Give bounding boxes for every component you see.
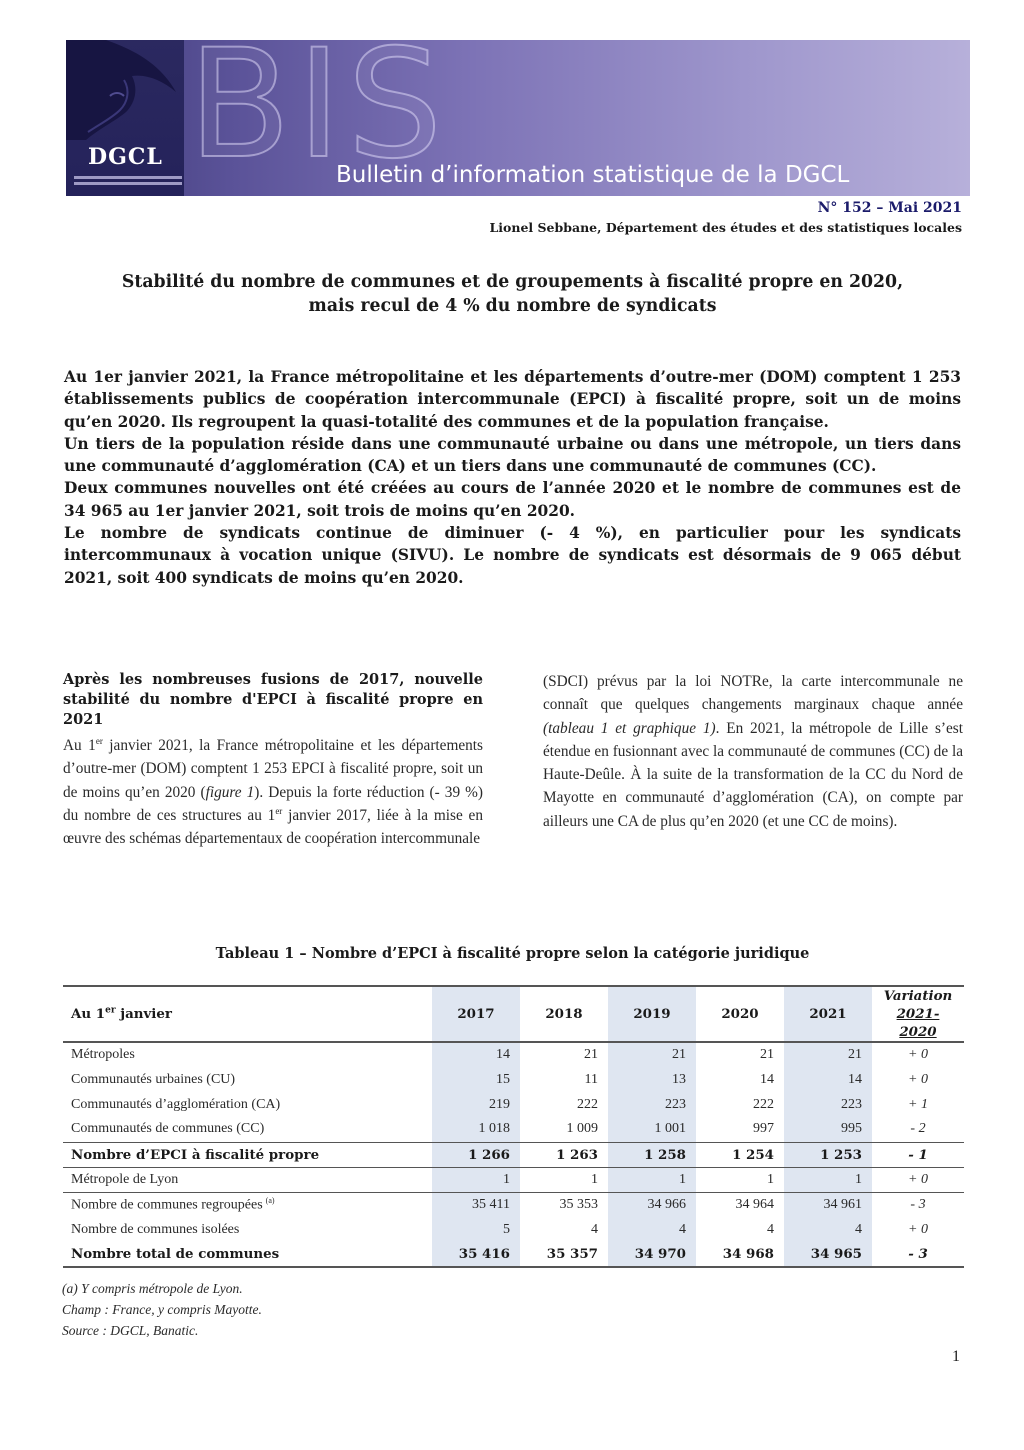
page-title bbox=[66, 270, 959, 318]
table-cell-value: 34 964 bbox=[735, 1196, 774, 1212]
dgcl-logo-subtitle bbox=[74, 174, 184, 188]
table-cell-value: 1 bbox=[696, 1167, 784, 1192]
right-column bbox=[543, 670, 963, 833]
table-row bbox=[63, 1092, 964, 1117]
table-cell-value: 35 353 bbox=[559, 1196, 598, 1212]
table-cell-value: 1 263 bbox=[520, 1142, 608, 1167]
summary-paragraph: Le nombre de syndicats continue de diminuer (- 4 %), en particulier pour les syndicats intercommunaux à vocation unique (SIVU). Le nombre de syndicats est désormais de 9 065 début 2021, soit 400 syndicats de moins qu’en 2020. bbox=[64, 524, 961, 587]
table-cell-value: 4 bbox=[767, 1221, 774, 1237]
table-cell-value: 14 bbox=[784, 1067, 872, 1092]
table-cell-variation: + 0 bbox=[872, 1167, 964, 1192]
row-label: Nombre d’EPCI à fiscalité propre bbox=[63, 1142, 432, 1167]
author-line: Lionel Sebbane, Département des études et des statistiques locales bbox=[489, 220, 962, 235]
column-header-year: 2017 bbox=[432, 986, 520, 1042]
row-label: Communautés urbaines (CU) bbox=[71, 1071, 236, 1087]
table-cell-value: 222 bbox=[577, 1096, 598, 1112]
table-cell-value: 14 bbox=[760, 1071, 774, 1087]
table-caption: Tableau 1 – Nombre d’EPCI à fiscalité propre selon la catégorie juridique bbox=[215, 945, 810, 962]
table-cell-value: 997 bbox=[696, 1117, 784, 1142]
bulletin-banner bbox=[66, 40, 970, 196]
issue-number: N° 152 – Mai 2021 bbox=[817, 200, 962, 216]
table-cell-value: 14 bbox=[432, 1042, 520, 1067]
table-cell-value: 1 001 bbox=[608, 1117, 696, 1142]
table-cell-value: 13 bbox=[608, 1067, 696, 1092]
table-cell-variation: + 0 bbox=[908, 1221, 928, 1237]
column-header-date: Au 1er janvier bbox=[63, 986, 432, 1042]
table-row bbox=[63, 1117, 964, 1142]
row-label: Métropoles bbox=[71, 1047, 135, 1062]
table-cell-variation: + 0 bbox=[908, 1047, 928, 1062]
column-header-year: 2019 bbox=[608, 986, 696, 1042]
table-cell-value: 34 966 bbox=[608, 1192, 696, 1217]
footnote: (a) Y compris métropole de Lyon. bbox=[62, 1281, 243, 1296]
summary-block bbox=[64, 366, 961, 589]
table-row bbox=[63, 1192, 964, 1217]
title-line: mais recul de 4 % du nombre de syndicats bbox=[308, 296, 717, 316]
table-cell-value: 11 bbox=[584, 1071, 598, 1087]
table-header-row bbox=[63, 986, 964, 1042]
row-label: Métropole de Lyon bbox=[63, 1167, 432, 1192]
column-header-year: 2021 bbox=[784, 986, 872, 1042]
column-header-variation: Variation 2021-2020 bbox=[872, 986, 964, 1042]
body-paragraph: (SDCI) prévus par la loi NOTRe, la carte intercommunale ne connaît que quelques changements marginaux chaque année (tableau 1 et graphique 1). En 2021, la métropole de Lille s’est étendue en fusionnant avec la communauté de communes (CC) de la Haute-Deûle. À la suite de la transformation de la CC du Nord de Mayotte en communauté d’agglomération (CA), on compte par ailleurs une CA de plus qu’en 2020 (et une CC de moins). bbox=[543, 673, 964, 830]
row-label: Communautés d’agglomération (CA) bbox=[71, 1096, 281, 1112]
summary-paragraph: Un tiers de la population réside dans une communauté urbaine ou dans une métropole, un tiers dans une communauté d’agglomération (CA) et un tiers dans une communauté de communes (CC). bbox=[64, 434, 961, 476]
table-cell-value: 21 bbox=[760, 1047, 774, 1062]
table-cell-variation: - 2 bbox=[872, 1117, 964, 1142]
summary-paragraph: Au 1er janvier 2021, la France métropolitaine et les départements d’outre-mer (DOM) comptent 1 253 établissements publics de coopération intercommunale (EPCI) à fiscalité propre, soit un de moins qu’en 2020. Ils regroupent la quasi-totalité des communes et de la population française. bbox=[64, 368, 961, 431]
table-row bbox=[63, 1067, 964, 1092]
marianne-emblem-icon bbox=[66, 40, 184, 140]
bis-wordmark: BIS bbox=[188, 40, 449, 192]
epci-table bbox=[63, 985, 964, 1268]
row-label: Nombre de communes isolées bbox=[71, 1221, 240, 1237]
table-cell-variation: - 1 bbox=[872, 1142, 964, 1167]
table-cell-variation: - 3 bbox=[910, 1196, 926, 1212]
figure-reference[interactable]: figure 1 bbox=[205, 783, 255, 801]
table-cell-value: 21 bbox=[784, 1042, 872, 1067]
column-header-year: 2020 bbox=[696, 986, 784, 1042]
table-cell-value: 1 258 bbox=[608, 1142, 696, 1167]
table-cell-value: 1 bbox=[520, 1167, 608, 1192]
table-cell-value: 15 bbox=[432, 1067, 520, 1092]
table-cell-value: 34 970 bbox=[608, 1242, 696, 1267]
table-cell-value: 1 253 bbox=[784, 1142, 872, 1167]
table-cell-value: 35 357 bbox=[520, 1242, 608, 1267]
table-cell-variation: - 3 bbox=[872, 1242, 964, 1267]
table-cell-variation: + 1 bbox=[908, 1096, 928, 1112]
table-cell-value: 34 961 bbox=[784, 1192, 872, 1217]
table-cell-value: 21 bbox=[608, 1042, 696, 1067]
table-cell-value: 35 416 bbox=[432, 1242, 520, 1267]
table-notes bbox=[62, 1278, 262, 1341]
banner-title: Bulletin d’information statistique de la DGCL bbox=[336, 162, 850, 188]
table-cell-value: 1 266 bbox=[432, 1142, 520, 1167]
table-cell-value: 4 bbox=[591, 1221, 598, 1237]
title-line: Stabilité du nombre de communes et de groupements à fiscalité propre en 2020, bbox=[121, 272, 904, 292]
table-cell-value: 222 bbox=[753, 1096, 774, 1112]
table-cell-value: 223 bbox=[608, 1092, 696, 1117]
table-cell-value: 5 bbox=[432, 1217, 520, 1242]
table-row bbox=[63, 1217, 964, 1242]
table-cell-value: 1 018 bbox=[432, 1117, 520, 1142]
table-cell-value: 34 965 bbox=[784, 1242, 872, 1267]
table-cell-value: 223 bbox=[784, 1092, 872, 1117]
table-cell-value: 4 bbox=[784, 1217, 872, 1242]
table-cell-value: 4 bbox=[608, 1217, 696, 1242]
table-cell-value: 35 411 bbox=[432, 1192, 520, 1217]
table-cell-value: 1 254 bbox=[696, 1142, 784, 1167]
table-row bbox=[63, 1242, 964, 1267]
table-cell-value: 1 bbox=[784, 1167, 872, 1192]
summary-paragraph: Deux communes nouvelles ont été créées au cours de l’année 2020 et le nombre de communes est de 34 965 au 1er janvier 2021, soit trois de moins qu’en 2020. bbox=[64, 479, 961, 520]
body-paragraph: Au 1er janvier 2021, la France métropolitaine et les départements d’outre-mer (DOM) comptent 1 253 EPCI à fiscalité propre, soit un de moins qu’en 2020 (figure 1). Depuis la forte réduction (- 39 %) du nombre de ces structures au 1er janvier 2017, liée à la mise en œuvre des schémas départementaux de coopération intercommunale bbox=[63, 735, 483, 848]
field-note: Champ : France, y compris Mayotte. bbox=[62, 1302, 262, 1317]
table-cell-value: 995 bbox=[784, 1117, 872, 1142]
table-cell-value: 21 bbox=[584, 1047, 598, 1062]
table-cell-value: 1 bbox=[608, 1167, 696, 1192]
dgcl-logo: DGCL bbox=[88, 144, 163, 170]
row-label: Nombre de communes regroupées $^{(a)}$ bbox=[71, 1195, 275, 1213]
row-label: Nombre total de communes bbox=[63, 1242, 432, 1267]
table-row bbox=[63, 1042, 964, 1067]
section-heading: Après les nombreuses fusions de 2017, nouvelle stabilité du nombre d'EPCI à fiscalité propre en 2021 bbox=[63, 671, 483, 728]
table-cell-value: 1 bbox=[432, 1167, 520, 1192]
left-column bbox=[63, 670, 483, 850]
table-cell-variation: + 0 bbox=[908, 1071, 928, 1087]
table-cell-value: 1 009 bbox=[520, 1117, 608, 1142]
page-number: 1 bbox=[952, 1348, 960, 1365]
source-note: Source : DGCL, Banatic. bbox=[62, 1323, 199, 1338]
table-cell-value: 34 968 bbox=[696, 1242, 784, 1267]
column-header-year: 2018 bbox=[520, 986, 608, 1042]
body-text bbox=[63, 734, 483, 850]
row-label: Communautés de communes (CC) bbox=[63, 1117, 432, 1142]
table-cell-value: 219 bbox=[432, 1092, 520, 1117]
table-reference[interactable]: (tableau 1 et graphique 1) bbox=[543, 719, 716, 737]
footnote-marker: (a) bbox=[265, 1195, 275, 1205]
table-row bbox=[63, 1167, 964, 1192]
table-row bbox=[63, 1142, 964, 1167]
